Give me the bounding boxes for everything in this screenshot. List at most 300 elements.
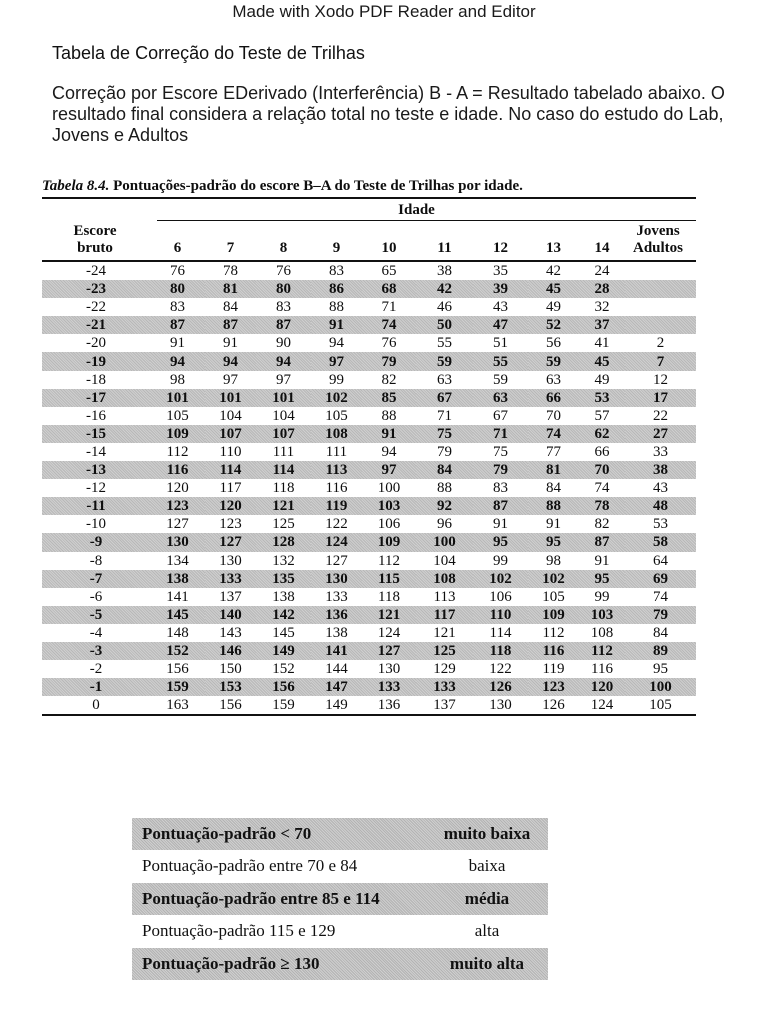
standard-score-cell: 92 (416, 497, 473, 515)
standard-score-cell: 88 (528, 497, 579, 515)
standard-score-cell: 130 (219, 552, 242, 569)
adults-header-line2: Adultos (632, 240, 684, 256)
legend-classification: muito baixa (443, 824, 531, 843)
standard-score-cell: 59 (528, 352, 579, 370)
standard-score-cell: 145 (150, 606, 205, 624)
standard-score-cell: 45 (528, 280, 579, 298)
raw-score-cell: -17 (42, 389, 150, 407)
standard-score-cell: 127 (325, 552, 348, 569)
standard-score-cell: 101 (205, 389, 256, 407)
table-row (42, 262, 696, 280)
standard-score-cell: 88 (437, 480, 452, 497)
standard-score-cell: 107 (205, 425, 256, 443)
standard-score-cell: 116 (150, 461, 205, 479)
age-header-14: 14 (594, 240, 610, 256)
table-column-headers (42, 220, 696, 258)
document-paragraph: Correção por Escore EDerivado (Interferência) B - A = Resultado tabelado abaixo. O resultado final considera a relação total no teste e idade. No caso do estudo do Lab, Jovens e Adultos (52, 83, 725, 145)
standard-score-cell: 75 (493, 443, 508, 460)
standard-score-cell: 123 (150, 497, 205, 515)
standard-score-cell: 110 (473, 606, 528, 624)
standard-score-cell: 55 (437, 335, 452, 352)
raw-score-cell: -7 (42, 570, 150, 588)
standard-score-cell: 47 (473, 316, 528, 334)
standard-score-cell: 141 (166, 588, 189, 605)
standard-score-cell: 111 (325, 443, 348, 460)
table-row (42, 678, 696, 696)
standard-score-cell: 119 (311, 497, 362, 515)
age-header-7: 7 (226, 240, 235, 256)
age-group-label: Idade (398, 202, 435, 218)
standard-score-cell: 133 (416, 678, 473, 696)
standard-score-cell: 94 (329, 335, 344, 352)
standard-score-cell: 55 (473, 352, 528, 370)
raw-score-cell: -10 (86, 516, 106, 533)
table-row (42, 570, 696, 588)
standard-score-cell: 76 (276, 263, 291, 280)
age-header-10: 10 (381, 240, 397, 256)
score-table (42, 262, 696, 714)
standard-score-cell: 106 (489, 588, 512, 605)
standard-score-cell: 98 (546, 552, 561, 569)
standard-score-cell: 138 (150, 570, 205, 588)
standard-score-cell: 99 (493, 552, 508, 569)
standard-score-cell: 82 (381, 371, 397, 388)
standard-score-cell: 74 (653, 588, 668, 605)
standard-score-cell: 84 (653, 624, 668, 641)
standard-score-cell: 63 (473, 389, 528, 407)
standard-score-cell: 141 (311, 642, 362, 660)
standard-score-cell: 80 (150, 280, 205, 298)
table-row (42, 407, 696, 425)
standard-score-cell: 88 (381, 407, 397, 424)
standard-score-cell: 7 (625, 352, 696, 370)
standard-score-cell: 119 (542, 661, 565, 678)
standard-score-cell: 143 (219, 624, 242, 641)
raw-score-header (60, 223, 130, 257)
standard-score-cell: 64 (653, 552, 668, 569)
raw-score-header-line2: bruto (77, 240, 113, 256)
standard-score-cell: 128 (256, 533, 311, 551)
standard-score-cell: 75 (416, 425, 473, 443)
standard-score-cell: 63 (546, 371, 561, 388)
standard-score-cell: 78 (223, 263, 238, 280)
standard-score-cell: 102 (528, 570, 579, 588)
standard-score-cell: 130 (311, 570, 362, 588)
standard-score-cell: 159 (150, 678, 205, 696)
standard-score-cell: 52 (528, 316, 579, 334)
standard-score-cell: 107 (256, 425, 311, 443)
raw-score-cell: -23 (42, 280, 150, 298)
standard-score-cell: 78 (579, 497, 625, 515)
table-caption-text: Pontuações-padrão do escore B–A do Teste de Trilhas por idade. (113, 178, 523, 194)
standard-score-cell: 28 (579, 280, 625, 298)
table-row (42, 280, 696, 298)
standard-score-cell: 102 (473, 570, 528, 588)
standard-score-cell: 106 (377, 516, 401, 533)
standard-score-cell: 146 (205, 642, 256, 660)
standard-score-cell: 59 (416, 352, 473, 370)
standard-score-cell: 66 (528, 389, 579, 407)
standard-score-cell: 103 (579, 606, 625, 624)
standard-score-cell: 50 (416, 316, 473, 334)
legend-row (132, 818, 548, 850)
standard-score-cell: 35 (493, 263, 508, 280)
standard-score-cell: 147 (311, 678, 362, 696)
standard-score-cell: 127 (362, 642, 416, 660)
standard-score-cell: 42 (546, 263, 561, 280)
standard-score-cell: 108 (416, 570, 473, 588)
standard-score-cell: 22 (653, 407, 668, 424)
standard-score-cell: 95 (653, 661, 668, 678)
standard-score-cell: 123 (219, 516, 242, 533)
standard-score-cell: 24 (594, 263, 610, 280)
raw-score-cell: -24 (86, 263, 106, 280)
standard-score-cell: 142 (256, 606, 311, 624)
legend-range-label: Pontuação-padrão < 70 (142, 824, 312, 843)
standard-score-cell: 116 (325, 480, 348, 497)
standard-score-cell: 91 (594, 552, 610, 569)
standard-score-cell: 89 (625, 642, 696, 660)
standard-score-cell: 56 (546, 335, 561, 352)
standard-score-cell: 112 (166, 443, 189, 460)
table-row (42, 624, 696, 642)
standard-score-cell (625, 262, 696, 280)
standard-score-cell: 124 (590, 697, 614, 714)
standard-score-cell: 94 (381, 443, 397, 460)
standard-score-cell: 109 (528, 606, 579, 624)
standard-score-cell: 121 (362, 606, 416, 624)
standard-score-cell: 71 (473, 425, 528, 443)
raw-score-cell: -1 (42, 678, 150, 696)
standard-score-cell: 130 (377, 661, 401, 678)
standard-score-cell: 85 (362, 389, 416, 407)
standard-score-cell: 68 (362, 280, 416, 298)
raw-score-cell: -15 (42, 425, 150, 443)
adults-header (620, 223, 696, 257)
standard-score-cell: 98 (170, 371, 185, 388)
standard-score-cell: 43 (653, 480, 668, 497)
standard-score-cell: 149 (256, 642, 311, 660)
raw-score-cell: -18 (86, 371, 106, 388)
legend-range-label: Pontuação-padrão 115 e 129 (142, 921, 336, 941)
standard-score-cell: 114 (489, 624, 512, 641)
standard-score-cell: 71 (381, 299, 397, 316)
table-row (42, 425, 696, 443)
standard-score-cell: 83 (170, 299, 185, 316)
table-row (42, 642, 696, 660)
table-row (42, 588, 696, 606)
standard-score-cell: 120 (579, 678, 625, 696)
standard-score-cell: 137 (219, 588, 242, 605)
standard-score-cell: 116 (528, 642, 579, 660)
table-row (42, 479, 696, 497)
table-row (42, 497, 696, 515)
table-row (42, 334, 696, 352)
standard-score-cell: 159 (272, 697, 295, 714)
standard-score-cell: 91 (311, 316, 362, 334)
age-header-8: 8 (279, 240, 288, 256)
raw-score-header-line1: Escore (73, 223, 117, 239)
standard-score-cell: 121 (256, 497, 311, 515)
standard-score-cell: 87 (256, 316, 311, 334)
table-row (42, 389, 696, 407)
standard-score-cell: 58 (625, 533, 696, 551)
table-row (42, 461, 696, 479)
raw-score-cell: -4 (89, 624, 103, 641)
raw-score-cell: 0 (92, 697, 100, 714)
standard-score-cell: 120 (166, 480, 189, 497)
raw-score-cell: -22 (86, 299, 106, 316)
raw-score-cell: -5 (42, 606, 150, 624)
standard-score-cell: 125 (272, 516, 295, 533)
table-bottom-rule (42, 714, 696, 716)
standard-score-cell: 74 (362, 316, 416, 334)
standard-score-cell: 130 (489, 697, 512, 714)
standard-score-cell: 152 (272, 661, 295, 678)
standard-score-cell (625, 316, 696, 334)
standard-score-cell: 130 (150, 533, 205, 551)
standard-score-cell: 77 (546, 443, 561, 460)
standard-score-cell: 97 (362, 461, 416, 479)
standard-score-cell: 53 (653, 516, 668, 533)
raw-score-cell: -21 (42, 316, 150, 334)
standard-score-cell: 79 (625, 606, 696, 624)
standard-score-cell: 124 (311, 533, 362, 551)
standard-score-cell: 97 (276, 371, 291, 388)
standard-score-cell: 136 (311, 606, 362, 624)
standard-score-cell: 84 (546, 480, 561, 497)
standard-score-cell: 81 (205, 280, 256, 298)
standard-score-cell: 48 (625, 497, 696, 515)
standard-score-cell: 17 (625, 389, 696, 407)
standard-score-cell: 91 (223, 335, 238, 352)
raw-score-cell: -9 (42, 533, 150, 551)
document-title: Tabela de Correção do Teste de Trilhas (52, 43, 365, 63)
standard-score-cell: 63 (437, 371, 452, 388)
standard-score-cell: 148 (166, 624, 189, 641)
raw-score-cell: -8 (89, 552, 103, 569)
standard-score-cell: 95 (528, 533, 579, 551)
standard-score-cell: 82 (594, 516, 610, 533)
standard-score-cell: 156 (219, 697, 242, 714)
standard-score-cell: 156 (256, 678, 311, 696)
standard-score-cell: 118 (378, 588, 400, 605)
standard-score-cell: 137 (433, 697, 456, 714)
raw-score-cell: -16 (86, 407, 106, 424)
standard-score-cell: 113 (433, 588, 456, 605)
standard-score-cell: 122 (325, 516, 348, 533)
standard-score-cell: 100 (416, 533, 473, 551)
standard-score-cell: 108 (590, 624, 614, 641)
age-header-9: 9 (332, 240, 341, 256)
score-classification-legend (132, 818, 548, 980)
standard-score-cell: 111 (272, 443, 295, 460)
standard-score-cell: 105 (166, 407, 189, 424)
standard-score-cell (625, 298, 696, 316)
table-row (42, 552, 696, 570)
raw-score-cell: -19 (42, 352, 150, 370)
standard-score-cell: 88 (329, 299, 344, 316)
standard-score-cell: 67 (416, 389, 473, 407)
standard-score-cell: 105 (325, 407, 348, 424)
table-caption (42, 176, 696, 196)
standard-score-cell: 33 (653, 443, 668, 460)
watermark-header: Made with Xodo PDF Reader and Editor (232, 2, 536, 21)
standard-score-cell: 49 (594, 371, 610, 388)
standard-score-cell: 70 (579, 461, 625, 479)
standard-score-cell: 37 (579, 316, 625, 334)
standard-score-cell: 122 (489, 661, 512, 678)
standard-score-cell: 76 (170, 263, 185, 280)
age-header-11: 11 (437, 240, 452, 256)
legend-classification: alta (474, 921, 500, 941)
age-header-6: 6 (173, 240, 182, 256)
standard-score-cell: 39 (473, 280, 528, 298)
standard-score-cell: 38 (625, 461, 696, 479)
table-row (42, 533, 696, 551)
standard-score-cell: 91 (362, 425, 416, 443)
standard-score-cell: 118 (272, 480, 295, 497)
standard-score-cell: 133 (205, 570, 256, 588)
raw-score-cell: -12 (86, 480, 106, 497)
standard-score-cell: 138 (325, 624, 348, 641)
standard-score-cell: 66 (594, 443, 610, 460)
standard-score-cell: 53 (579, 389, 625, 407)
standard-score-cell: 150 (219, 661, 242, 678)
standard-score-cell: 102 (311, 389, 362, 407)
standard-score-cell: 87 (205, 316, 256, 334)
standard-score-cell: 94 (256, 352, 311, 370)
standard-score-cell: 125 (416, 642, 473, 660)
table-row (42, 660, 696, 678)
standard-score-cell: 83 (329, 263, 344, 280)
scanned-score-table (42, 176, 696, 716)
standard-score-cell: 104 (219, 407, 242, 424)
standard-score-cell: 51 (493, 335, 508, 352)
age-header-12: 12 (493, 240, 508, 256)
standard-score-cell: 117 (416, 606, 473, 624)
raw-score-cell: -20 (86, 335, 106, 352)
standard-score-cell: 41 (594, 335, 610, 352)
legend-row (132, 948, 548, 980)
legend-row (132, 915, 548, 947)
standard-score-cell: 138 (272, 588, 295, 605)
legend-classification: média (464, 888, 510, 908)
standard-score-cell: 144 (325, 661, 348, 678)
standard-score-cell: 91 (493, 516, 508, 533)
standard-score-cell: 87 (473, 497, 528, 515)
standard-score-cell: 45 (579, 352, 625, 370)
standard-score-cell: 65 (381, 263, 397, 280)
standard-score-cell: 2 (656, 335, 665, 352)
standard-score-cell: 121 (433, 624, 456, 641)
standard-score-cell: 120 (205, 497, 256, 515)
standard-score-cell: 109 (150, 425, 205, 443)
table-row (42, 298, 696, 316)
standard-score-cell: 126 (542, 697, 565, 714)
standard-score-cell: 163 (166, 697, 189, 714)
age-header-13: 13 (546, 240, 561, 256)
standard-score-cell: 12 (653, 371, 668, 388)
table-row (42, 696, 696, 714)
standard-score-cell: 113 (311, 461, 362, 479)
standard-score-cell: 112 (579, 642, 625, 660)
table-row (42, 316, 696, 334)
standard-score-cell: 134 (166, 552, 189, 569)
legend-row (132, 850, 548, 882)
legend-range-label: Pontuação-padrão entre 70 e 84 (142, 856, 358, 876)
standard-score-cell: 127 (205, 533, 256, 551)
standard-score-cell: 62 (579, 425, 625, 443)
standard-score-cell: 104 (272, 407, 295, 424)
standard-score-cell: 91 (546, 516, 561, 533)
standard-score-cell: 71 (437, 407, 452, 424)
table-caption-number: Tabela 8.4. (42, 178, 110, 194)
table-group-header (42, 199, 696, 220)
standard-score-cell: 94 (150, 352, 205, 370)
standard-score-cell: 104 (433, 552, 456, 569)
standard-score-cell: 79 (362, 352, 416, 370)
standard-score-cell: 43 (493, 299, 508, 316)
standard-score-cell: 105 (649, 697, 672, 714)
standard-score-cell: 83 (493, 480, 508, 497)
table-row (42, 606, 696, 624)
table-row (42, 352, 696, 370)
standard-score-cell: 79 (437, 443, 452, 460)
standard-score-cell: 100 (377, 480, 401, 497)
raw-score-cell: -11 (42, 497, 150, 515)
standard-score-cell: 101 (256, 389, 311, 407)
standard-score-cell: 136 (377, 697, 401, 714)
standard-score-cell: 140 (205, 606, 256, 624)
standard-score-cell: 135 (256, 570, 311, 588)
standard-score-cell: 112 (378, 552, 400, 569)
standard-score-cell: 114 (205, 461, 256, 479)
legend-range-label: Pontuação-padrão ≥ 130 (142, 953, 320, 973)
standard-score-cell: 100 (625, 678, 696, 696)
table-row (42, 443, 696, 461)
standard-score-cell: 84 (416, 461, 473, 479)
standard-score-cell: 149 (325, 697, 348, 714)
standard-score-cell: 99 (594, 588, 610, 605)
standard-score-cell: 109 (362, 533, 416, 551)
standard-score-cell: 101 (150, 389, 205, 407)
standard-score-cell: 133 (362, 678, 416, 696)
standard-score-cell: 83 (276, 299, 291, 316)
standard-score-cell: 81 (528, 461, 579, 479)
standard-score-cell: 79 (473, 461, 528, 479)
standard-score-cell: 94 (205, 352, 256, 370)
standard-score-cell: 32 (594, 299, 610, 316)
standard-score-cell: 86 (311, 280, 362, 298)
standard-score-cell: 27 (625, 425, 696, 443)
standard-score-cell: 49 (546, 299, 561, 316)
standard-score-cell: 70 (546, 407, 561, 424)
standard-score-cell: 97 (223, 371, 238, 388)
legend-row (132, 883, 548, 915)
standard-score-cell: 153 (205, 678, 256, 696)
standard-score-cell: 74 (594, 480, 610, 497)
standard-score-cell: 74 (528, 425, 579, 443)
raw-score-cell: -2 (89, 661, 103, 678)
standard-score-cell: 124 (377, 624, 401, 641)
standard-score-cell: 95 (473, 533, 528, 551)
standard-score-cell: 132 (272, 552, 295, 569)
raw-score-cell: -14 (86, 443, 106, 460)
standard-score-cell: 91 (170, 335, 185, 352)
standard-score-cell: 112 (542, 624, 565, 641)
standard-score-cell: 87 (579, 533, 625, 551)
